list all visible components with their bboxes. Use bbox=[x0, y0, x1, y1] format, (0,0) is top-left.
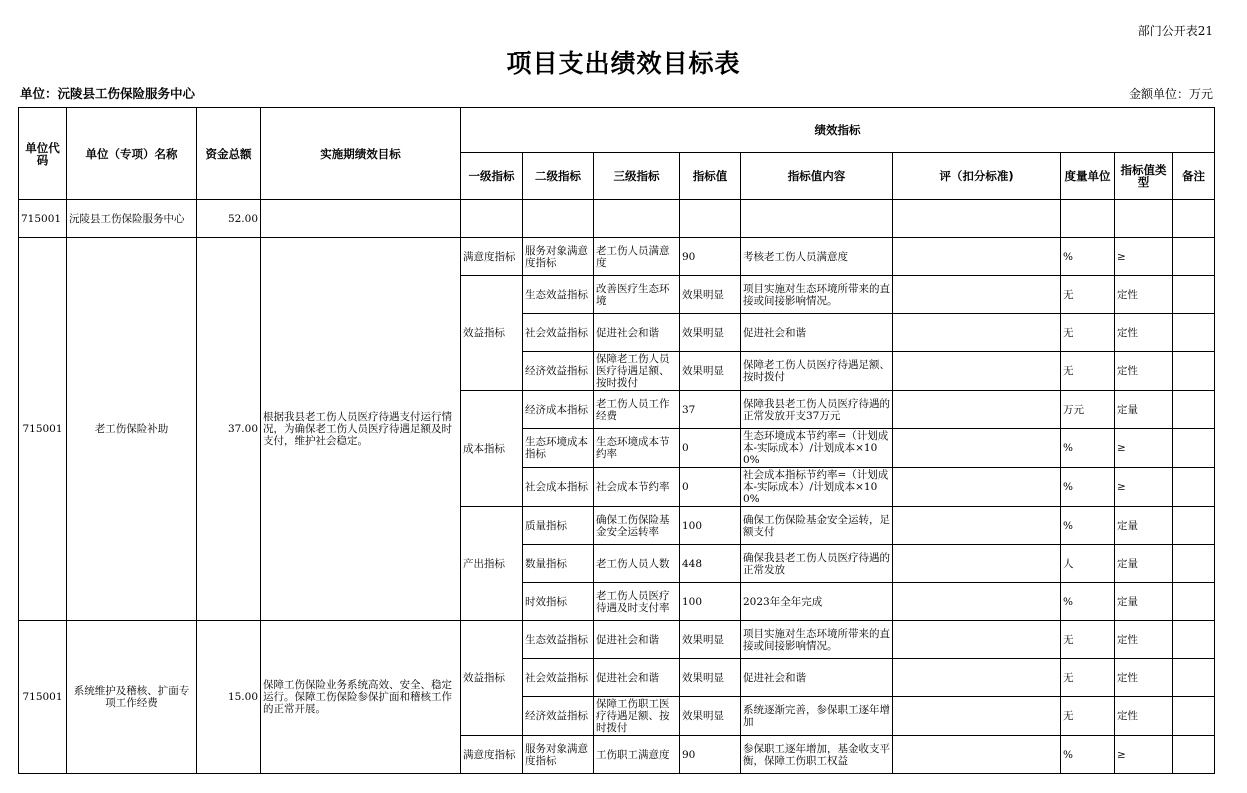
measure-unit: % bbox=[1061, 238, 1115, 276]
score-standard bbox=[893, 429, 1061, 468]
level2-indicator: 生态环境成本指标 bbox=[523, 429, 594, 468]
project-goal: 保障工伤保险业务系统高效、安全、稳定运行。保障工伤保险参保扩面和稽核工作的正常开展。 bbox=[261, 621, 461, 774]
unit-name-label: 单位：沅陵县工伤保险服务中心 bbox=[20, 86, 196, 101]
indicator-row bbox=[19, 238, 1215, 276]
indicator-content bbox=[741, 352, 893, 391]
unit-summary-row bbox=[19, 200, 1215, 238]
indicator-value: 效果明显 bbox=[680, 697, 741, 736]
value-type: 定性 bbox=[1115, 621, 1173, 659]
indicator-value: 448 bbox=[680, 545, 741, 583]
col-score: 评（扣分标准) bbox=[893, 153, 1061, 200]
indicator-content-text: 促进社会和谐 bbox=[743, 671, 806, 684]
unit-amount: 52.00 bbox=[197, 200, 261, 238]
level3-indicator bbox=[594, 429, 680, 468]
note-cell bbox=[1173, 429, 1215, 468]
note-cell bbox=[1173, 736, 1215, 774]
note-cell bbox=[1173, 697, 1215, 736]
level2-indicator: 经济效益指标 bbox=[523, 352, 594, 391]
unit-name: 沅陵县工伤保险服务中心 bbox=[67, 200, 197, 238]
indicator-content-text: 促进社会和谐 bbox=[743, 326, 806, 339]
project-name: 老工伤保险补助 bbox=[67, 238, 197, 621]
value-type: 定性 bbox=[1115, 314, 1173, 352]
score-standard bbox=[893, 468, 1061, 507]
measure-unit: 万元 bbox=[1061, 391, 1115, 429]
value-type: 定性 bbox=[1115, 352, 1173, 391]
measure-unit: 无 bbox=[1061, 276, 1115, 314]
level2-indicator: 社会成本指标 bbox=[523, 468, 594, 507]
level3-indicator bbox=[594, 545, 680, 583]
indicator-value: 效果明显 bbox=[680, 659, 741, 697]
value-type: ≥ bbox=[1115, 468, 1173, 507]
score-standard bbox=[893, 238, 1061, 276]
measure-unit: % bbox=[1061, 583, 1115, 621]
empty-cell bbox=[594, 200, 680, 238]
score-standard bbox=[893, 352, 1061, 391]
level2-indicator: 生态效益指标 bbox=[523, 276, 594, 314]
project-goal: 根据我县老工伤人员医疗待遇支付运行情况，为确保老工伤人员医疗待遇足额及时支付，维护社会稳定。 bbox=[261, 238, 461, 621]
score-standard bbox=[893, 276, 1061, 314]
empty-cell bbox=[261, 200, 461, 238]
indicator-content bbox=[741, 545, 893, 583]
measure-unit: % bbox=[1061, 429, 1115, 468]
empty-cell bbox=[523, 200, 594, 238]
indicator-content bbox=[741, 583, 893, 621]
indicator-content-text: 系统逐渐完善，参保职工逐年增加 bbox=[743, 704, 890, 728]
value-type: 定量 bbox=[1115, 545, 1173, 583]
value-type: 定性 bbox=[1115, 276, 1173, 314]
level2-indicator: 社会效益指标 bbox=[523, 659, 594, 697]
measure-unit: 无 bbox=[1061, 352, 1115, 391]
level3-indicator bbox=[594, 276, 680, 314]
indicator-content-text: 保障我县老工伤人员医疗待遇的正常发放开支37万元 bbox=[743, 397, 890, 422]
indicator-value: 100 bbox=[680, 583, 741, 621]
indicator-content bbox=[741, 429, 893, 468]
indicator-value: 100 bbox=[680, 507, 741, 545]
col-name: 单位（专项）名称 bbox=[67, 108, 197, 200]
level1-indicator: 满意度指标 bbox=[461, 736, 523, 774]
level2-indicator: 生态效益指标 bbox=[523, 621, 594, 659]
value-type: ≥ bbox=[1115, 238, 1173, 276]
indicator-content bbox=[741, 736, 893, 774]
value-type: 定量 bbox=[1115, 391, 1173, 429]
project-amount: 37.00 bbox=[197, 238, 261, 621]
empty-cell bbox=[1115, 200, 1173, 238]
value-type: ≥ bbox=[1115, 429, 1173, 468]
score-standard bbox=[893, 314, 1061, 352]
level1-indicator: 效益指标 bbox=[461, 276, 523, 391]
level1-indicator: 满意度指标 bbox=[461, 238, 523, 276]
level3-indicator-text: 确保工伤保险基金安全运转率 bbox=[596, 513, 670, 538]
col-indicators: 绩效指标 bbox=[461, 108, 1215, 153]
indicator-value: 效果明显 bbox=[680, 352, 741, 391]
level2-indicator: 服务对象满意度指标 bbox=[523, 736, 594, 774]
col-content: 指标值内容 bbox=[741, 153, 893, 200]
empty-cell bbox=[741, 200, 893, 238]
level3-indicator bbox=[594, 352, 680, 391]
col-note: 备注 bbox=[1173, 153, 1215, 200]
indicator-content-text: 生态环境成本节约率=（计划成本-实际成本）/计划成本×100% bbox=[743, 430, 889, 466]
level2-indicator: 经济效益指标 bbox=[523, 697, 594, 736]
amount-unit-label: 金额单位：万元 bbox=[1128, 87, 1213, 101]
empty-cell bbox=[893, 200, 1061, 238]
measure-unit: % bbox=[1061, 736, 1115, 774]
indicator-content-text: 2023年全年完成 bbox=[743, 595, 823, 608]
score-standard bbox=[893, 583, 1061, 621]
level3-indicator-text: 促进社会和谐 bbox=[596, 671, 659, 684]
indicator-value: 90 bbox=[680, 238, 741, 276]
indicator-value: 0 bbox=[680, 429, 741, 468]
level3-indicator-text: 保障老工伤人员医疗待遇足额、按时拨付 bbox=[596, 353, 670, 389]
level3-indicator-text: 促进社会和谐 bbox=[596, 633, 659, 646]
measure-unit: % bbox=[1061, 507, 1115, 545]
measure-unit: 无 bbox=[1061, 621, 1115, 659]
empty-cell bbox=[1173, 200, 1215, 238]
level3-indicator-text: 老工伤人员人数 bbox=[596, 557, 670, 570]
level3-indicator-text: 社会成本节约率 bbox=[596, 481, 670, 493]
indicator-content bbox=[741, 697, 893, 736]
value-type: 定性 bbox=[1115, 659, 1173, 697]
indicator-row bbox=[19, 621, 1215, 659]
value-type: ≥ bbox=[1115, 736, 1173, 774]
indicator-value: 0 bbox=[680, 468, 741, 507]
note-cell bbox=[1173, 621, 1215, 659]
indicator-content bbox=[741, 391, 893, 429]
level1-indicator: 产出指标 bbox=[461, 507, 523, 621]
indicator-content-text: 社会成本指标节约率=（计划成本-实际成本）/计划成本×100% bbox=[743, 469, 889, 505]
project-code: 715001 bbox=[19, 621, 67, 774]
note-cell bbox=[1173, 391, 1215, 429]
score-standard bbox=[893, 659, 1061, 697]
value-type: 定量 bbox=[1115, 583, 1173, 621]
indicator-content bbox=[741, 238, 893, 276]
project-name: 系统维护及稽核、扩面专项工作经费 bbox=[67, 621, 197, 774]
level2-indicator: 服务对象满意度指标 bbox=[523, 238, 594, 276]
indicator-content bbox=[741, 314, 893, 352]
level3-indicator bbox=[594, 736, 680, 774]
score-standard bbox=[893, 621, 1061, 659]
col-l3: 三级指标 bbox=[594, 153, 680, 200]
level3-indicator-text: 老工伤人员医疗待遇及时支付率 bbox=[596, 589, 670, 614]
note-cell bbox=[1173, 507, 1215, 545]
note-cell bbox=[1173, 659, 1215, 697]
note-cell bbox=[1173, 352, 1215, 391]
col-amount: 资金总额 bbox=[197, 108, 261, 200]
level2-indicator: 时效指标 bbox=[523, 583, 594, 621]
col-l1: 一级指标 bbox=[461, 153, 523, 200]
empty-cell bbox=[680, 200, 741, 238]
indicator-content-text: 项目实施对生态环境所带来的直接或间接影响情况。 bbox=[743, 627, 890, 652]
note-cell bbox=[1173, 468, 1215, 507]
score-standard bbox=[893, 545, 1061, 583]
note-cell bbox=[1173, 314, 1215, 352]
indicator-value: 37 bbox=[680, 391, 741, 429]
indicator-content-text: 项目实施对生态环境所带来的直接或间接影响情况。 bbox=[743, 282, 890, 307]
col-goal: 实施期绩效目标 bbox=[261, 108, 461, 200]
indicator-value: 效果明显 bbox=[680, 314, 741, 352]
indicator-content bbox=[741, 507, 893, 545]
indicator-content-text: 保障老工伤人员医疗待遇足额、按时拨付 bbox=[743, 359, 890, 383]
indicator-content bbox=[741, 468, 893, 507]
level2-indicator: 社会效益指标 bbox=[523, 314, 594, 352]
col-value: 指标值 bbox=[680, 153, 741, 200]
project-code: 715001 bbox=[19, 238, 67, 621]
note-cell bbox=[1173, 583, 1215, 621]
header-row-1 bbox=[19, 108, 1215, 153]
col-unit: 度量单位 bbox=[1061, 153, 1115, 200]
level3-indicator-text: 工伤职工满意度 bbox=[596, 748, 670, 761]
level1-indicator: 效益指标 bbox=[461, 621, 523, 736]
score-standard bbox=[893, 391, 1061, 429]
indicator-content-text: 参保职工逐年增加，基金收支平衡，保障工伤职工权益 bbox=[743, 742, 890, 767]
project-amount: 15.00 bbox=[197, 621, 261, 774]
level3-indicator bbox=[594, 621, 680, 659]
indicator-value: 效果明显 bbox=[680, 276, 741, 314]
indicator-content-text: 确保工伤保险基金安全运转，足额支付 bbox=[743, 513, 890, 538]
score-standard bbox=[893, 697, 1061, 736]
score-standard bbox=[893, 507, 1061, 545]
indicator-content-text: 考核老工伤人员满意度 bbox=[743, 250, 848, 263]
level2-indicator: 质量指标 bbox=[523, 507, 594, 545]
note-cell bbox=[1173, 238, 1215, 276]
level3-indicator-text: 老工伤人员满意度 bbox=[596, 244, 670, 269]
level3-indicator-text: 促进社会和谐 bbox=[596, 326, 659, 339]
level3-indicator bbox=[594, 659, 680, 697]
indicator-content bbox=[741, 621, 893, 659]
level3-indicator-text: 改善医疗生态环境 bbox=[596, 282, 670, 307]
value-type: 定量 bbox=[1115, 507, 1173, 545]
page-title: 项目支出绩效目标表 bbox=[506, 49, 741, 78]
level1-indicator: 成本指标 bbox=[461, 391, 523, 507]
col-l2: 二级指标 bbox=[523, 153, 594, 200]
level3-indicator bbox=[594, 468, 680, 507]
indicator-value: 90 bbox=[680, 736, 741, 774]
measure-unit: 无 bbox=[1061, 314, 1115, 352]
level2-indicator: 数量指标 bbox=[523, 545, 594, 583]
value-type: 定性 bbox=[1115, 697, 1173, 736]
measure-unit: 无 bbox=[1061, 697, 1115, 736]
indicator-content bbox=[741, 276, 893, 314]
level3-indicator bbox=[594, 238, 680, 276]
level3-indicator bbox=[594, 507, 680, 545]
level3-indicator bbox=[594, 583, 680, 621]
measure-unit: % bbox=[1061, 468, 1115, 507]
empty-cell bbox=[1061, 200, 1115, 238]
level3-indicator-text: 生态环境成本节约率 bbox=[596, 436, 670, 460]
note-cell bbox=[1173, 276, 1215, 314]
corner-label: 部门公开表21 bbox=[1137, 24, 1213, 38]
level3-indicator bbox=[594, 314, 680, 352]
indicator-content-text: 确保我县老工伤人员医疗待遇的正常发放 bbox=[743, 551, 890, 576]
measure-unit: 人 bbox=[1061, 545, 1115, 583]
level3-indicator-text: 老工伤人员工作经费 bbox=[596, 397, 670, 422]
score-standard bbox=[893, 736, 1061, 774]
indicator-content bbox=[741, 659, 893, 697]
col-vtype: 指标值类型 bbox=[1115, 153, 1173, 200]
level3-indicator bbox=[594, 391, 680, 429]
unit-code: 715001 bbox=[19, 200, 67, 238]
level2-indicator: 经济成本指标 bbox=[523, 391, 594, 429]
measure-unit: 无 bbox=[1061, 659, 1115, 697]
empty-cell bbox=[461, 200, 523, 238]
col-code: 单位代码 bbox=[19, 108, 67, 200]
indicator-value: 效果明显 bbox=[680, 621, 741, 659]
level3-indicator bbox=[594, 697, 680, 736]
level3-indicator-text: 保障工伤职工医疗待遇足额、按时拨付 bbox=[596, 698, 670, 734]
performance-table bbox=[18, 107, 1215, 774]
note-cell bbox=[1173, 545, 1215, 583]
